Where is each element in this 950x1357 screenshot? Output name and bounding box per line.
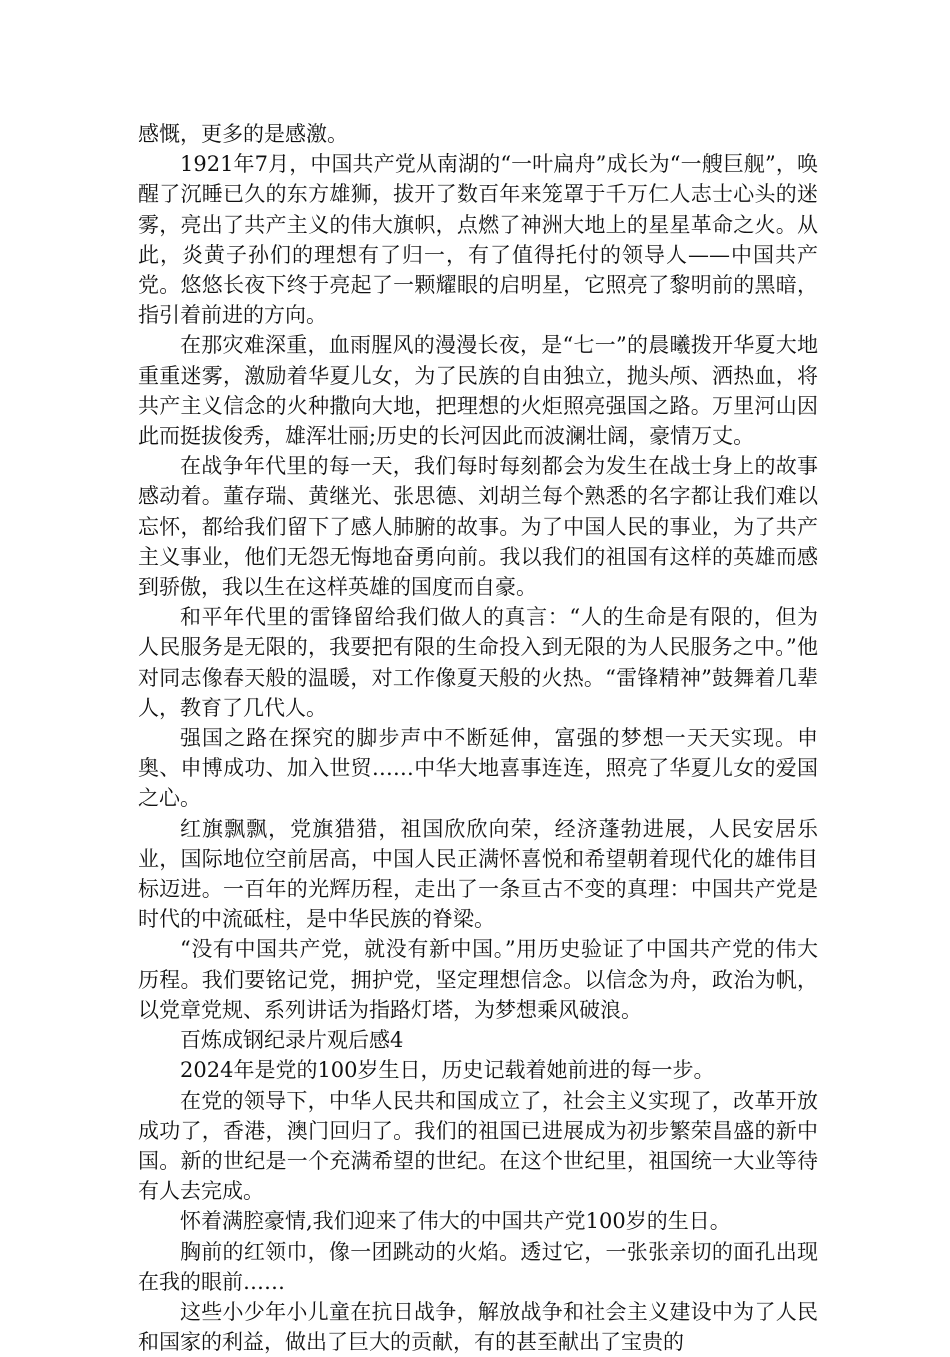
paragraph-8: “没有中国共产党，就没有新中国。”用历史验证了中国共产党的伟大历程。我们要铭记党，拥护党，坚定理想信念。以信念为舟，政治为帆，以党章党规、系列讲话为指路灯塔，为梦想乘风破浪。 [138, 937, 818, 1022]
document-body [138, 119, 818, 1357]
paragraph-4: 在战争年代里的每一天，我们每时每刻都会为发生在战士身上的故事感动着。董存瑞、黄继光、张思德、刘胡兰每个熟悉的名字都让我们难以忘怀，都给我们留下了感人肺腑的故事。为了中国人民的事业，为了共产主义事业，他们无怨无悔地奋勇向前。我以我们的祖国有这样的英雄而感到骄傲，我以生在这样英雄的国度而自豪。 [138, 454, 818, 600]
paragraph-3: 在那灾难深重，血雨腥风的漫漫长夜，是“七一”的晨曦拨开华夏大地重重迷雾，激励着华夏儿女，为了民族的自由独立，抛头颅、洒热血，将共产主义信念的火种撒向大地，把理想的火炬照亮强国之路。万里河山因此而挺拔俊秀，雄浑壮丽;历史的长河因此而波澜壮阔，豪情万丈。 [138, 333, 818, 449]
paragraph-11: 在党的领导下，中华人民共和国成立了，社会主义实现了，改革开放成功了，香港，澳门回归了。我们的祖国已进展成为初步繁荣昌盛的新中国。新的世纪是一个充满希望的世纪。在这个世纪里，祖国统一大业等待有人去完成。 [138, 1088, 818, 1204]
paragraph-12: 怀着满腔豪情,我们迎来了伟大的中国共产党100岁的生日。 [180, 1209, 731, 1234]
paragraph-1: 感慨，更多的是感激。 [138, 122, 348, 146]
paragraph-14: 这些小少年小儿童在抗日战争，解放战争和社会主义建设中为了人民和国家的利益，做出了巨大的贡献，有的甚至献出了宝贵的 [138, 1299, 818, 1355]
paragraph-7: 红旗飘飘，党旗猎猎，祖国欣欣向荣，经济蓬勃进展，人民安居乐业，国际地位空前居高，中国人民正满怀喜悦和希望朝着现代化的雄伟目标迈进。一百年的光辉历程，走出了一条亘古不变的真理：中国共产党是时代的中流砥柱，是中华民族的脊梁。 [138, 816, 818, 932]
paragraph-6: 强国之路在探究的脚步声中不断延伸，富强的梦想一天天实现。申奥、申博成功、加入世贸……中华大地喜事连连，照亮了华夏儿女的爱国之心。 [138, 726, 818, 811]
paragraph-10: 2024年是党的100岁生日，历史记载着她前进的每一步。 [180, 1058, 715, 1083]
paragraph-5: 和平年代里的雷锋留给我们做人的真言：“人的生命是有限的，但为人民服务是无限的，我要把有限的生命投入到无限的为人民服务之中。”他对同志像春天般的温暖，对工作像夏天般的火热。“雷锋精神”鼓舞着几辈人，教育了几代人。 [138, 605, 818, 720]
section-heading: 百炼成钢纪录片观后感4 [180, 1028, 404, 1053]
paragraph-2: 1921年7月，中国共产党从南湖的“一叶扁舟”成长为“一艘巨舰”，唤醒了沉睡已久的东方雄狮，拔开了数百年来笼罩于千万仁人志士心头的迷雾，亮出了共产主义的伟大旗帜，点燃了神洲大地上的星星革命之火。从此，炎黄子孙们的理想有了归一，有了值得托付的领导人——中国共产党。悠悠长夜下终于亮起了一颗耀眼的启明星，它照亮了黎明前的黑暗，指引着前进的方向。 [138, 152, 818, 328]
paragraph-13: 胸前的红领巾，像一团跳动的火焰。透过它，一张张亲切的面孔出现在我的眼前…… [138, 1239, 818, 1294]
